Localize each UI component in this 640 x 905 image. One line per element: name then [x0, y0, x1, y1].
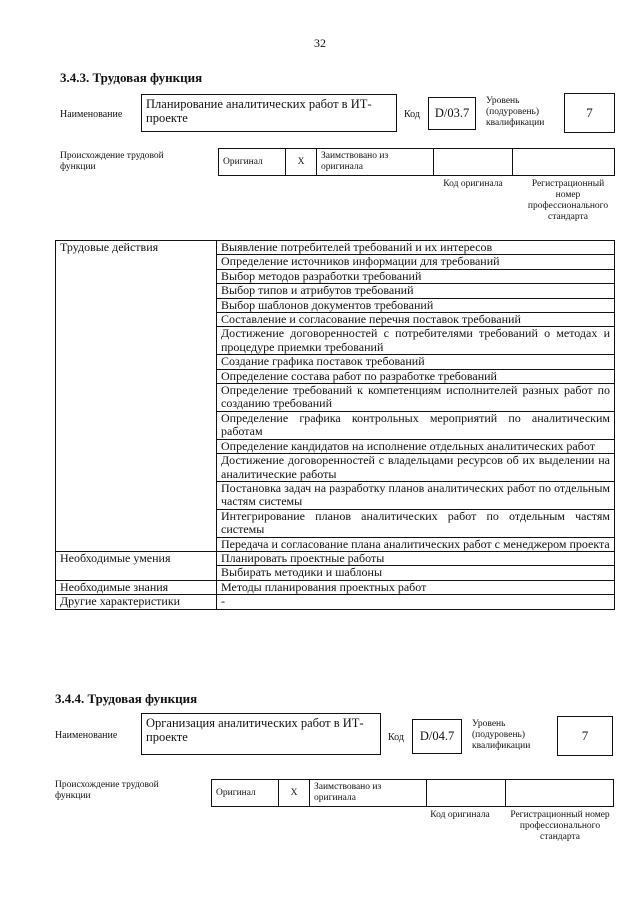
level-label: Уровень (подуровень) квалификации [486, 96, 545, 128]
qualification-level-box [557, 716, 613, 756]
labor-action-item: Постановка задач на разработку планов аналитических работ по отдельным частям системы [217, 481, 615, 509]
name-label: Наименование [55, 730, 118, 741]
borrowed-label: Заимствовано из оригинала [317, 149, 434, 176]
function-name-box [141, 94, 397, 132]
origin-table [218, 148, 615, 176]
labor-action-item: Выявление потребителей требований и их интересов [217, 241, 615, 255]
code-label: Код [404, 109, 420, 120]
labor-action-item: Выбор методов разработки требований [217, 269, 615, 283]
original-mark: X [279, 780, 310, 807]
other-item: - [217, 595, 615, 609]
function-name: Планирование аналитических работ в ИТ-проекте [146, 97, 372, 125]
reg-number-caption: Регистрационный номер профессионального стандарта [527, 179, 609, 222]
function-code-box [412, 719, 462, 754]
reg-number-cell [513, 149, 615, 176]
code-original-caption: Код оригинала [443, 179, 503, 189]
function-code-box [428, 97, 476, 130]
labor-action-item: Интегрирование планов аналитических работ по отдельным частям системы [217, 509, 615, 537]
original-label: Оригинал [219, 149, 286, 176]
labor-action-item: Выбор типов и атрибутов требований [217, 284, 615, 298]
reg-number-caption: Регистрационный номер профессионального стандарта [510, 810, 610, 842]
knowledge-label: Необходимые знания [56, 580, 217, 594]
labor-action-item: Достижение договоренностей с потребителями требований о методах и процедуре приемки требований [217, 327, 615, 355]
qualification-level: 7 [581, 728, 589, 743]
function-name-box [141, 713, 381, 755]
skills-label: Необходимые умения [56, 551, 217, 580]
code-original-cell [434, 149, 513, 176]
origin-label: Происхождение трудовой функции [60, 151, 164, 172]
qualification-level-box [564, 93, 615, 133]
level-label: Уровень (подуровень) квалификации [472, 719, 531, 751]
name-label: Наименование [60, 109, 123, 120]
qualification-level: 7 [586, 105, 593, 120]
section-title: 3.4.4. Трудовая функция [55, 691, 198, 706]
skill-item: Планировать проектные работы [217, 551, 615, 565]
other-label: Другие характеристики [56, 595, 217, 609]
page-number: 32 [314, 36, 326, 50]
labor-action-item: Определение графика контрольных мероприятий по аналитическим работам [217, 411, 615, 439]
origin-label: Происхождение трудовой функции [55, 780, 159, 801]
reg-number-cell [506, 780, 614, 807]
labor-function-table [55, 240, 615, 610]
labor-action-item: Определение состава работ по разработке требований [217, 369, 615, 383]
labor-action-item: Выбор шаблонов документов требований [217, 298, 615, 312]
origin-table [211, 779, 614, 807]
labor-action-item: Определение источников информации для требований [217, 255, 615, 269]
labor-actions-label: Трудовые действия [56, 241, 217, 552]
section-title: 3.4.3. Трудовая функция [60, 70, 203, 85]
labor-action-item: Создание графика поставок требований [217, 355, 615, 369]
code-original-cell [427, 780, 506, 807]
labor-action-item: Определение кандидатов на исполнение отдельных аналитических работ [217, 439, 615, 453]
labor-action-item: Передача и согласование плана аналитических работ с менеджером проекта [217, 537, 615, 551]
borrowed-label: Заимствовано из оригинала [310, 780, 427, 807]
labor-action-item: Достижение договоренностей с владельцами ресурсов об их выделении на аналитические работы [217, 454, 615, 482]
code-label: Код [388, 732, 404, 743]
labor-action-item: Составление и согласование перечня поставок требований [217, 313, 615, 327]
code-original-caption: Код оригинала [430, 810, 490, 820]
original-mark: X [286, 149, 317, 176]
skill-item: Выбирать методики и шаблоны [217, 566, 615, 580]
function-code: D/04.7 [419, 729, 455, 743]
function-name: Организация аналитических работ в ИТ-проекте [146, 716, 364, 744]
labor-action-item: Определение требований к компетенциям исполнителей разных работ по созданию требований [217, 384, 615, 412]
knowledge-item: Методы планирования проектных работ [217, 580, 615, 594]
function-code: D/03.7 [434, 106, 470, 120]
original-label: Оригинал [212, 780, 279, 807]
